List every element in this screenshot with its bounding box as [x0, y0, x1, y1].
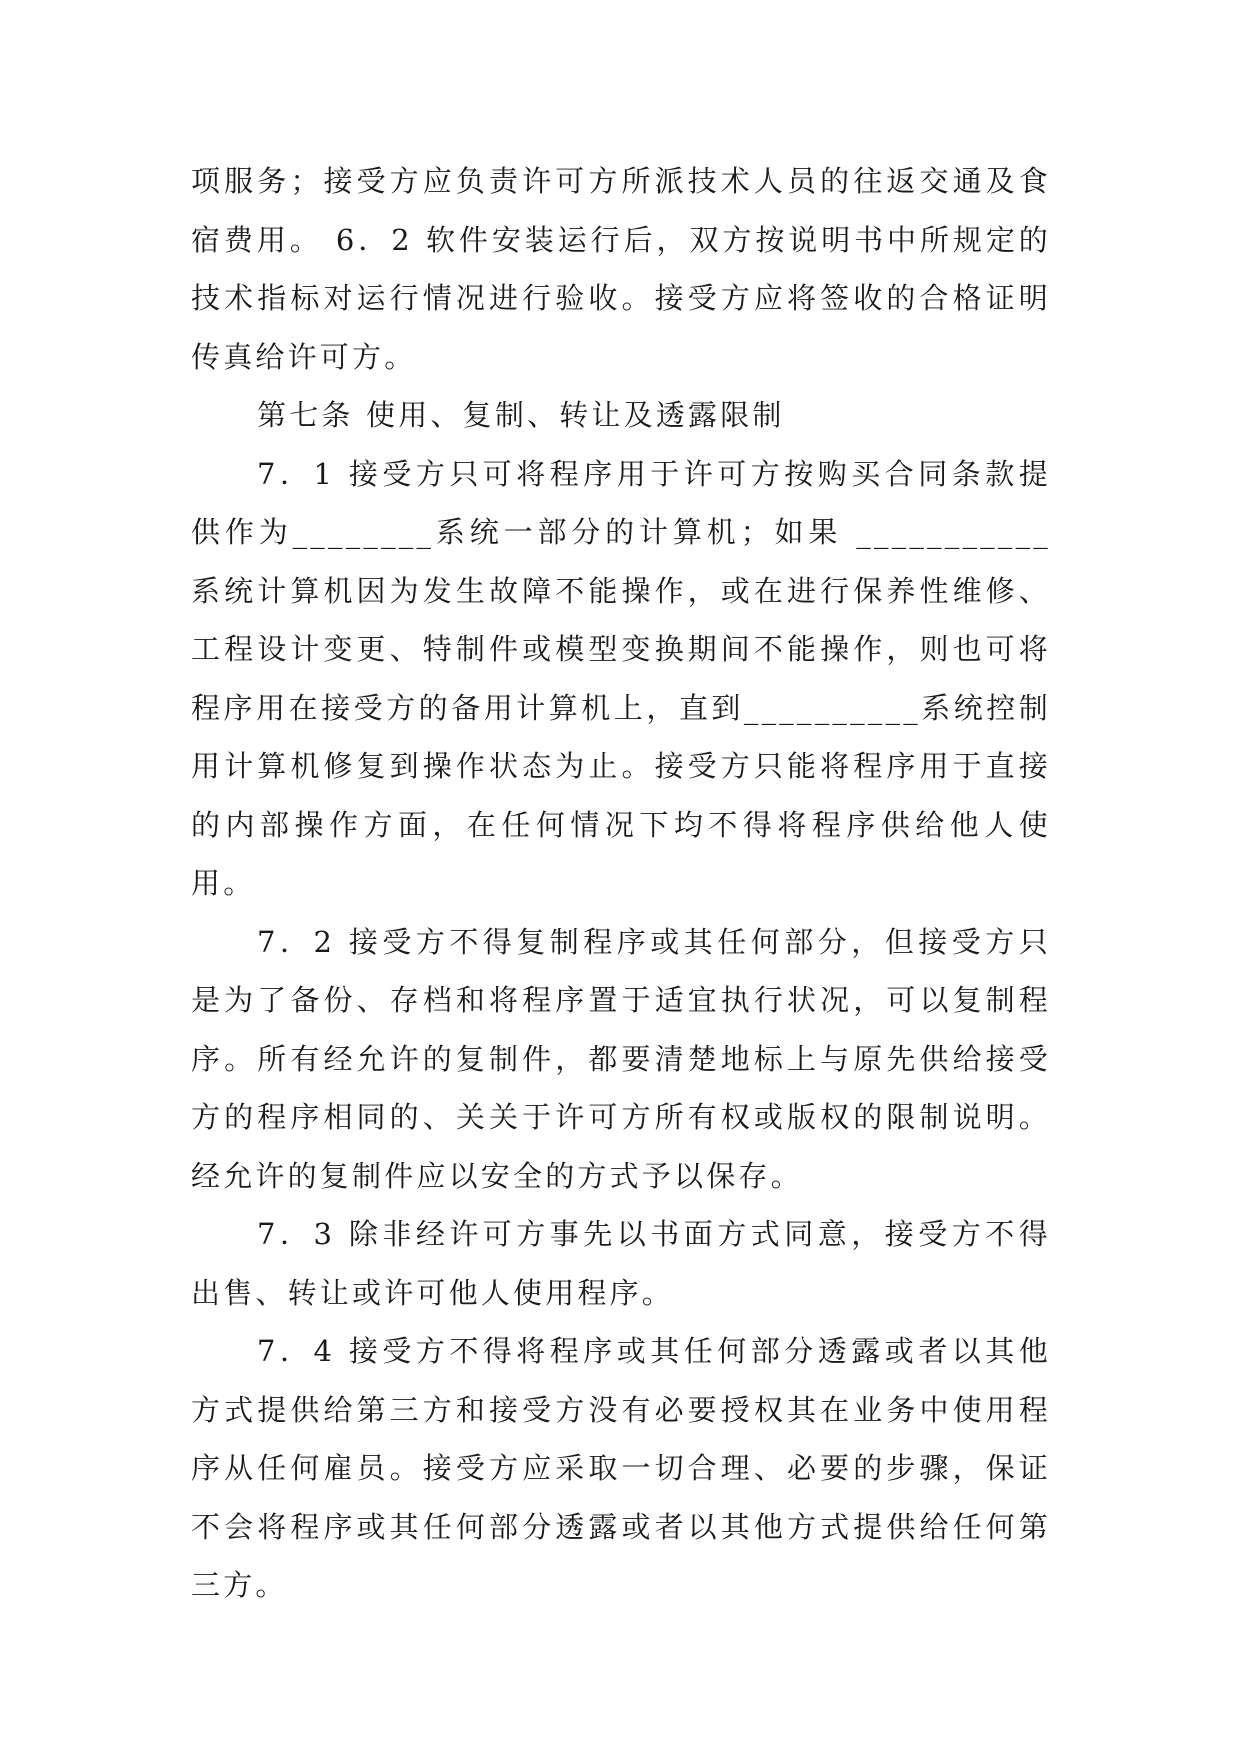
document-body — [191, 152, 1051, 1615]
clause-7-1: 7．1 接受方只可将程序用于许可方按购买合同条款提供作为________系统一部分的计算机；如果 ___________系统计算机因为发生故障不能操作，或在进行保养性维修、工程设计变更、特制件或模型变换期间不能操作，则也可将程序用在接受方的备用计算机上，直到__________系统控制用计算机修复到操作状态为止。接受方只能将程序用于直接的内部操作方面，在任何情况下均不得将程序供给他人使用。 — [191, 456, 1051, 900]
paragraph-continuation: 项服务；接受方应负责许可方所派技术人员的往返交通及食宿费用。 6．2 软件安装运行后，双方按说明书中所规定的技术指标对运行情况进行验收。接受方应将签收的合格证明传真给许可方。 — [191, 164, 1051, 374]
clause-7-2: 7．2 接受方不得复制程序或其任何部分，但接受方只是为了备份、存档和将程序置于适宜执行状况，可以复制程序。所有经允许的复制件，都要清楚地标上与原先供给接受方的程序相同的、关关于许可方所有权或版权的限制说明。经允许的复制件应以安全的方式予以保存。 — [191, 924, 1051, 1193]
clause-7-3: 7．3 除非经许可方事先以书面方式同意，接受方不得出售、转让或许可他人使用程序。 — [191, 1217, 1051, 1310]
article-heading: 第七条 使用、复制、转让及透露限制 — [257, 398, 785, 432]
clause-7-4: 7．4 接受方不得将程序或其任何部分透露或者以其他方式提供给第三方和接受方没有必要授权其在业务中使用程序从任何雇员。接受方应采取一切合理、必要的步骤，保证不会将程序或其任何部分透露或者以其他方式提供给任何第三方。 — [191, 1334, 1051, 1602]
